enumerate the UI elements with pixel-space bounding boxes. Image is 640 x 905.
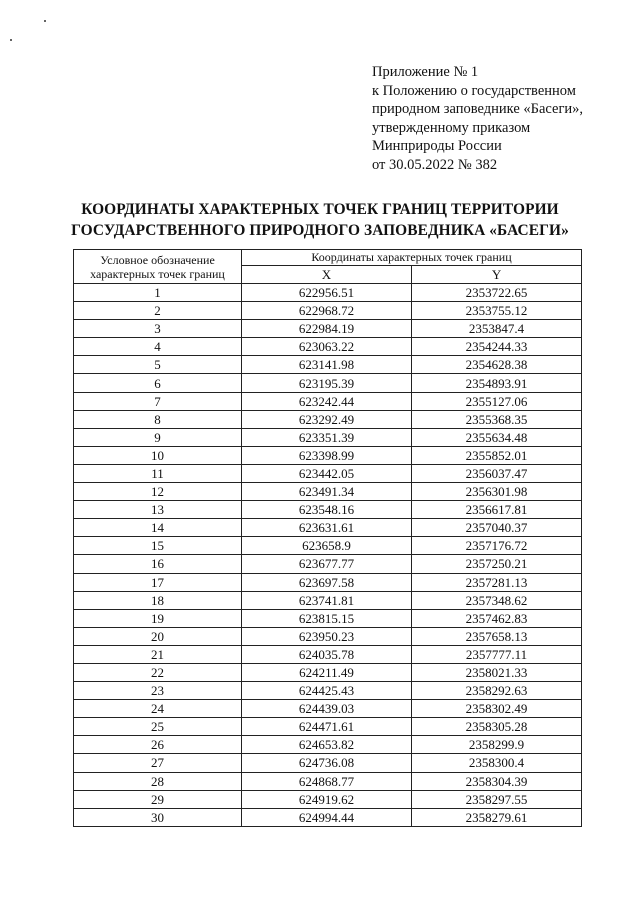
y-coordinate-cell: 2354628.38 xyxy=(412,356,582,374)
point-number-cell: 25 xyxy=(74,718,242,736)
table-body xyxy=(74,284,582,827)
x-coordinate-cell: 623292.49 xyxy=(242,410,412,428)
point-number-cell: 2 xyxy=(74,302,242,320)
y-coordinate-cell: 2353722.65 xyxy=(412,284,582,302)
appendix-line: от 30.05.2022 № 382 xyxy=(372,156,498,173)
y-coordinate-cell: 2357281.13 xyxy=(412,573,582,591)
y-coordinate-cell: 2357040.37 xyxy=(412,519,582,537)
point-number-cell: 11 xyxy=(74,464,242,482)
point-number-cell: 10 xyxy=(74,446,242,464)
x-coordinate-cell: 622984.19 xyxy=(242,320,412,338)
table-row xyxy=(74,627,582,645)
table-row xyxy=(74,663,582,681)
point-number-cell: 26 xyxy=(74,736,242,754)
y-coordinate-cell: 2358021.33 xyxy=(412,663,582,681)
x-coordinate-cell: 624035.78 xyxy=(242,645,412,663)
table-row xyxy=(74,392,582,410)
y-coordinate-cell: 2358300.4 xyxy=(412,754,582,772)
table-row xyxy=(74,410,582,428)
x-coordinate-cell: 622956.51 xyxy=(242,284,412,302)
table-row xyxy=(74,808,582,826)
x-coordinate-cell: 624211.49 xyxy=(242,663,412,681)
point-number-cell: 8 xyxy=(74,410,242,428)
x-coordinate-cell: 623242.44 xyxy=(242,392,412,410)
x-coordinate-cell: 624994.44 xyxy=(242,808,412,826)
table-row xyxy=(74,519,582,537)
table-row xyxy=(74,790,582,808)
table-row xyxy=(74,555,582,573)
table-row xyxy=(74,573,582,591)
x-coordinate-cell: 623815.15 xyxy=(242,609,412,627)
table-row xyxy=(74,537,582,555)
x-coordinate-cell: 623491.34 xyxy=(242,483,412,501)
point-number-cell: 12 xyxy=(74,483,242,501)
point-number-cell: 13 xyxy=(74,501,242,519)
point-number-cell: 28 xyxy=(74,772,242,790)
table-row xyxy=(74,591,582,609)
x-coordinate-cell: 624736.08 xyxy=(242,754,412,772)
table-row xyxy=(74,446,582,464)
x-coordinate-cell: 623697.58 xyxy=(242,573,412,591)
y-coordinate-cell: 2357462.83 xyxy=(412,609,582,627)
y-coordinate-cell: 2358299.9 xyxy=(412,736,582,754)
point-number-cell: 5 xyxy=(74,356,242,374)
y-coordinate-cell: 2356617.81 xyxy=(412,501,582,519)
y-coordinate-cell: 2357777.11 xyxy=(412,645,582,663)
y-coordinate-cell: 2358279.61 xyxy=(412,808,582,826)
y-coordinate-cell: 2357250.21 xyxy=(412,555,582,573)
y-coordinate-cell: 2355127.06 xyxy=(412,392,582,410)
point-number-cell: 3 xyxy=(74,320,242,338)
x-coordinate-cell: 623631.61 xyxy=(242,519,412,537)
x-coordinate-cell: 622968.72 xyxy=(242,302,412,320)
coordinates-table xyxy=(73,249,582,827)
y-coordinate-cell: 2358292.63 xyxy=(412,682,582,700)
y-coordinate-cell: 2357658.13 xyxy=(412,627,582,645)
appendix-line: Минприроды России xyxy=(372,138,502,155)
table-row xyxy=(74,501,582,519)
table-row xyxy=(74,736,582,754)
y-coordinate-cell: 2355852.01 xyxy=(412,446,582,464)
point-number-cell: 7 xyxy=(74,392,242,410)
table-row xyxy=(74,645,582,663)
header-x: X xyxy=(242,266,412,284)
point-number-cell: 9 xyxy=(74,428,242,446)
table-row xyxy=(74,320,582,338)
table-row xyxy=(74,700,582,718)
x-coordinate-cell: 623741.81 xyxy=(242,591,412,609)
point-number-cell: 4 xyxy=(74,338,242,356)
header-point-line-2: характерных точек границ xyxy=(90,266,225,281)
x-coordinate-cell: 623398.99 xyxy=(242,446,412,464)
y-coordinate-cell: 2358304.39 xyxy=(412,772,582,790)
y-coordinate-cell: 2356037.47 xyxy=(412,464,582,482)
x-coordinate-cell: 624653.82 xyxy=(242,736,412,754)
x-coordinate-cell: 623658.9 xyxy=(242,537,412,555)
point-number-cell: 27 xyxy=(74,754,242,772)
scan-speck xyxy=(10,39,12,41)
x-coordinate-cell: 624425.43 xyxy=(242,682,412,700)
y-coordinate-cell: 2355368.35 xyxy=(412,410,582,428)
y-coordinate-cell: 2358305.28 xyxy=(412,718,582,736)
x-coordinate-cell: 623063.22 xyxy=(242,338,412,356)
title-line-1: КООРДИНАТЫ ХАРАКТЕРНЫХ ТОЧЕК ГРАНИЦ ТЕРРИТОРИИ xyxy=(81,201,559,218)
point-number-cell: 1 xyxy=(74,284,242,302)
table-row xyxy=(74,483,582,501)
table-row xyxy=(74,284,582,302)
appendix-line: к Положению о государственном xyxy=(372,82,576,99)
appendix-note xyxy=(372,63,632,175)
title-line-2: ГОСУДАРСТВЕННОГО ПРИРОДНОГО ЗАПОВЕДНИКА «БАСЕГИ» xyxy=(71,222,569,239)
point-number-cell: 15 xyxy=(74,537,242,555)
point-number-cell: 19 xyxy=(74,609,242,627)
x-coordinate-cell: 624471.61 xyxy=(242,718,412,736)
point-number-cell: 14 xyxy=(74,519,242,537)
y-coordinate-cell: 2353755.12 xyxy=(412,302,582,320)
x-coordinate-cell: 623351.39 xyxy=(242,428,412,446)
table-row xyxy=(74,682,582,700)
x-coordinate-cell: 623195.39 xyxy=(242,374,412,392)
y-coordinate-cell: 2353847.4 xyxy=(412,320,582,338)
table-row xyxy=(74,754,582,772)
point-number-cell: 22 xyxy=(74,663,242,681)
table-row xyxy=(74,609,582,627)
x-coordinate-cell: 623950.23 xyxy=(242,627,412,645)
y-coordinate-cell: 2358302.49 xyxy=(412,700,582,718)
appendix-line: природном заповеднике «Басеги», xyxy=(372,101,584,118)
point-number-cell: 18 xyxy=(74,591,242,609)
point-number-cell: 30 xyxy=(74,808,242,826)
table-row xyxy=(74,428,582,446)
appendix-line: Приложение № 1 xyxy=(372,64,479,80)
table-row xyxy=(74,338,582,356)
scan-speck xyxy=(44,20,46,22)
point-number-cell: 17 xyxy=(74,573,242,591)
y-coordinate-cell: 2357348.62 xyxy=(412,591,582,609)
point-number-cell: 6 xyxy=(74,374,242,392)
y-coordinate-cell: 2358297.55 xyxy=(412,790,582,808)
table-row xyxy=(74,374,582,392)
x-coordinate-cell: 623677.77 xyxy=(242,555,412,573)
y-coordinate-cell: 2354893.91 xyxy=(412,374,582,392)
point-number-cell: 20 xyxy=(74,627,242,645)
appendix-line: утвержденному приказом xyxy=(372,119,531,136)
x-coordinate-cell: 623141.98 xyxy=(242,356,412,374)
x-coordinate-cell: 623442.05 xyxy=(242,464,412,482)
y-coordinate-cell: 2356301.98 xyxy=(412,483,582,501)
table-row xyxy=(74,772,582,790)
header-y: Y xyxy=(412,266,582,284)
header-coordinates: Координаты характерных точек границ xyxy=(242,250,582,266)
y-coordinate-cell: 2354244.33 xyxy=(412,338,582,356)
table-row xyxy=(74,718,582,736)
x-coordinate-cell: 623548.16 xyxy=(242,501,412,519)
point-number-cell: 29 xyxy=(74,790,242,808)
point-number-cell: 21 xyxy=(74,645,242,663)
table-row xyxy=(74,356,582,374)
point-number-cell: 16 xyxy=(74,555,242,573)
header-point-line-1: Условное обозначение xyxy=(100,252,215,267)
point-number-cell: 23 xyxy=(74,682,242,700)
document-title xyxy=(40,199,600,241)
header-point-designation xyxy=(74,250,242,284)
y-coordinate-cell: 2357176.72 xyxy=(412,537,582,555)
point-number-cell: 24 xyxy=(74,700,242,718)
x-coordinate-cell: 624439.03 xyxy=(242,700,412,718)
x-coordinate-cell: 624919.62 xyxy=(242,790,412,808)
table-row xyxy=(74,464,582,482)
x-coordinate-cell: 624868.77 xyxy=(242,772,412,790)
table-row xyxy=(74,302,582,320)
y-coordinate-cell: 2355634.48 xyxy=(412,428,582,446)
